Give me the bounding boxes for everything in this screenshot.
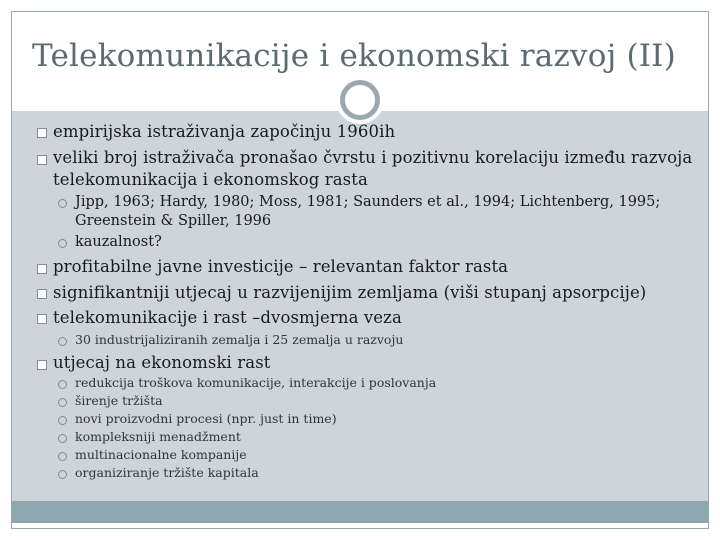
circle-bullet-icon xyxy=(58,239,67,248)
square-bullet-icon xyxy=(37,360,47,370)
square-bullet-icon xyxy=(37,264,47,274)
sub-bullet-5-1: 30 industrijaliziranih zemalja i 25 zemalja u razvoju xyxy=(75,332,404,347)
bullet-5: telekomunikacije i rast –dvosmjerna veza xyxy=(53,308,402,327)
slide-title: Telekomunikacije i ekonomski razvoj (II) xyxy=(32,38,676,74)
sub-bullet-6-1: redukcija troškova komunikacije, interakcije i poslovanja xyxy=(75,375,437,390)
square-bullet-icon xyxy=(37,314,47,324)
circle-bullet-icon xyxy=(58,199,67,208)
circle-bullet-icon xyxy=(58,398,67,407)
bullet-6: utjecaj na ekonomski rast xyxy=(53,353,271,372)
sub-bullet-6-5: multinacionalne kompanije xyxy=(75,447,247,462)
sub-bullet-6-3: novi proizvodni procesi (npr. just in time) xyxy=(75,411,337,426)
square-bullet-icon xyxy=(37,128,47,138)
bullet-4: signifikantniji utjecaj u razvijenijim zemljama (viši stupanj apsorpcije) xyxy=(53,283,647,302)
circle-bullet-icon xyxy=(58,337,67,346)
sub-bullet-6-4: kompleksniji menadžment xyxy=(75,429,241,444)
bullet-2-line-2: telekomunikacija i ekonomskog rasta xyxy=(53,170,368,189)
circle-bullet-icon xyxy=(58,434,67,443)
bullet-2-line-1: veliki broj istraživača pronašao čvrstu i pozitivnu korelaciju između razvoja xyxy=(53,148,693,167)
bullet-1: empirijska istraživanja započinju 1960ih xyxy=(53,122,396,141)
circle-bullet-icon xyxy=(58,470,67,479)
circle-bullet-icon xyxy=(58,380,67,389)
bullet-3: profitabilne javne investicije – relevantan faktor rasta xyxy=(53,257,509,276)
circle-bullet-icon xyxy=(58,416,67,425)
square-bullet-icon xyxy=(37,289,47,299)
sub-bullet-6-2: širenje tržišta xyxy=(75,393,163,408)
sub-bullet-2-1-line-2: Greenstein & Spiller, 1996 xyxy=(75,213,272,229)
square-bullet-icon xyxy=(37,155,47,165)
sub-bullet-6-6: organiziranje tržište kapitala xyxy=(75,465,259,480)
circle-bullet-icon xyxy=(58,452,67,461)
sub-bullet-2-1-line-1: Jipp, 1963; Hardy, 1980; Moss, 1981; Saunders et al., 1994; Lichtenberg, 1995; xyxy=(75,194,661,210)
sub-bullet-2-2: kauzalnost? xyxy=(75,234,162,250)
